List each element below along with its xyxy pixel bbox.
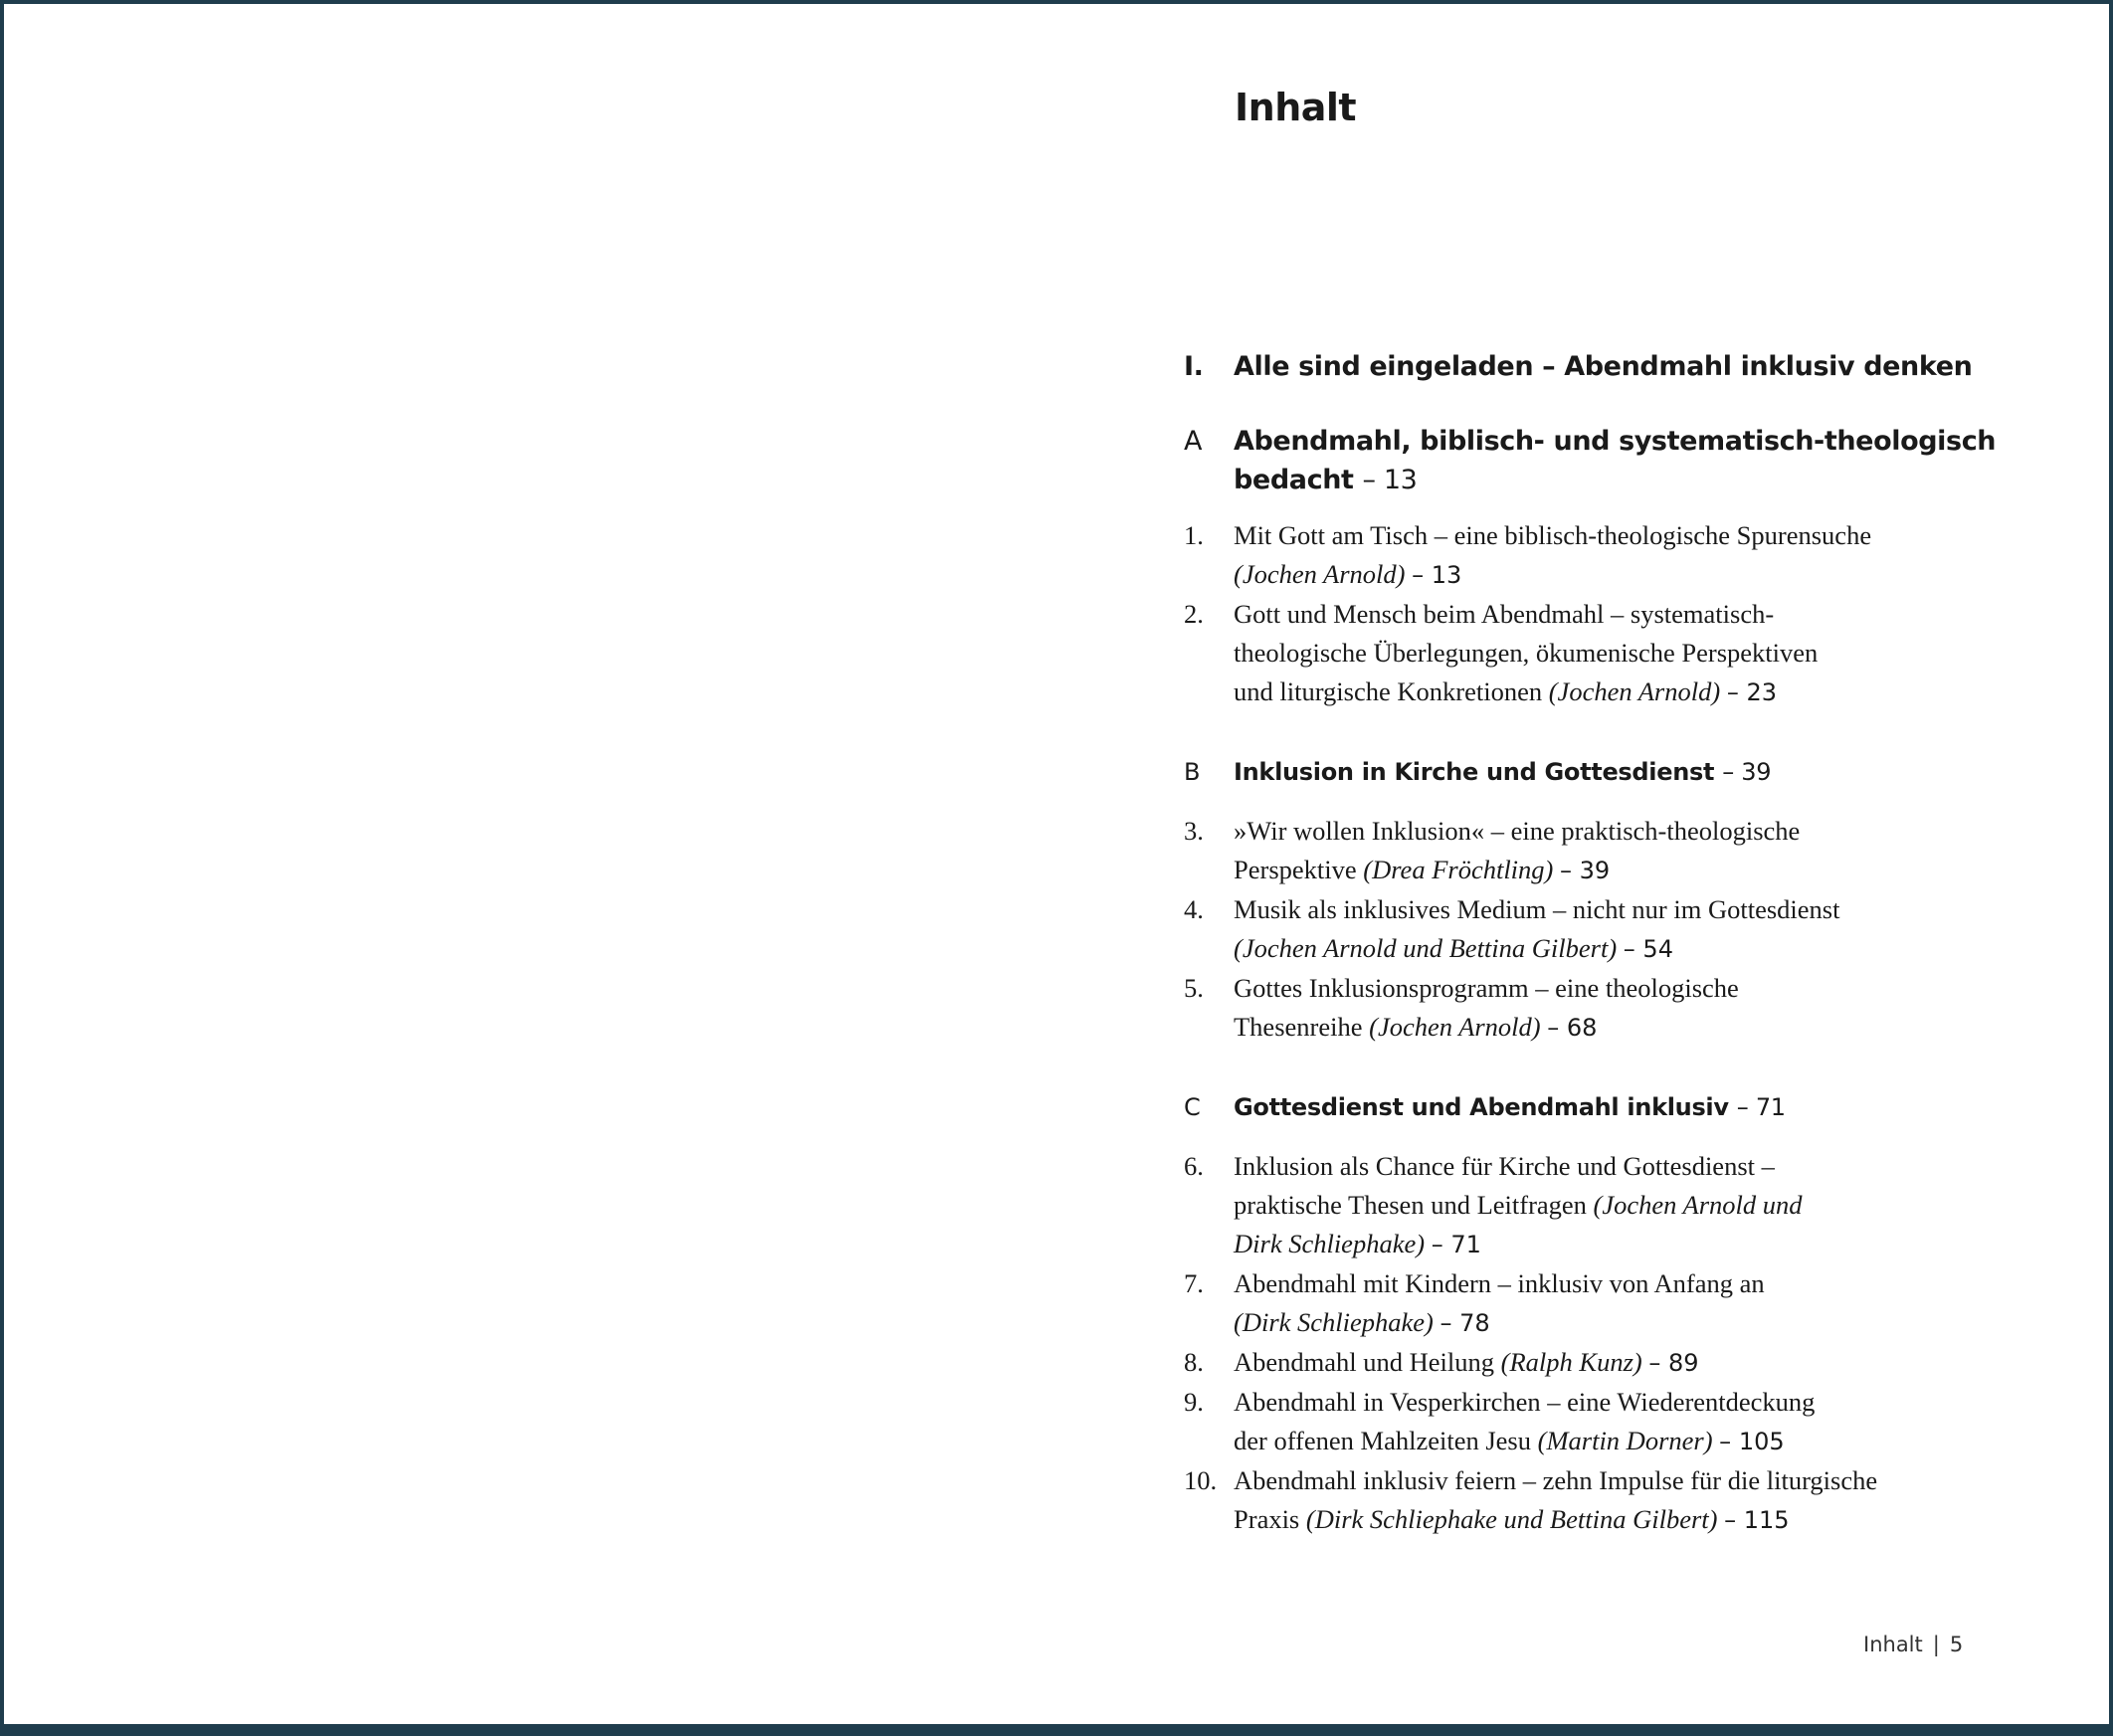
entry-title: Gott und Mensch beim Abendmahl – systematisch- [1234, 599, 1775, 629]
book-page-spread [4, 4, 2109, 1724]
footer-label: Inhalt [1863, 1633, 1923, 1656]
entry-number: 9. [1184, 1387, 1204, 1417]
entry-title: praktische Thesen und Leitfragen [1234, 1190, 1587, 1220]
entry-title: und liturgische Konkretionen [1234, 676, 1543, 706]
toc-entry: 1. Mit Gott am Tisch – eine biblisch-theologische Spurensuche (Jochen Arnold) – 13 [1184, 516, 2000, 595]
toc-entry: 8. Abendmahl und Heilung (Ralph Kunz) – 89 [1184, 1343, 2000, 1383]
section-page: 71 [1755, 1093, 1786, 1121]
entry-number: 4. [1184, 894, 1204, 924]
entry-page: 68 [1566, 1014, 1598, 1042]
entry-page: 115 [1743, 1506, 1790, 1534]
entry-author: (Jochen Arnold und [1593, 1190, 1803, 1220]
entry-title: Praxis [1234, 1504, 1300, 1534]
toc-entry: 10. Abendmahl inklusiv feiern – zehn Impulse für die liturgische Praxis (Dirk Schliephake und Bettina Gilbert) – 115 [1184, 1461, 2000, 1540]
entry-author: (Ralph Kunz) [1500, 1347, 1642, 1377]
entry-title: Mit Gott am Tisch – eine biblisch-theologische Spurensuche [1234, 520, 1872, 550]
footer-separator: | [1932, 1633, 1940, 1656]
page-title: Inhalt [1235, 86, 1357, 129]
entry-author: (Jochen Arnold) [1369, 1012, 1541, 1042]
toc-part-heading [1184, 347, 2000, 387]
entry-title: Musik als inklusives Medium – nicht nur im Gottesdienst [1234, 894, 1840, 924]
page-footer [1863, 1633, 1963, 1656]
entry-title: Abendmahl inklusiv feiern – zehn Impulse für die liturgische [1234, 1465, 1878, 1495]
entry-number: 2. [1184, 599, 1204, 629]
entry-author: (Martin Dorner) [1537, 1426, 1713, 1455]
section-page: 39 [1741, 758, 1772, 786]
entry-page: 105 [1738, 1428, 1785, 1455]
section-page: 13 [1383, 465, 1418, 495]
entry-number: 10. [1184, 1465, 1218, 1495]
entry-title: Abendmahl mit Kindern – inklusiv von Anfang an [1234, 1268, 1765, 1298]
toc-entry: 5. Gottes Inklusionsprogramm – eine theologische Thesenreihe (Jochen Arnold) – 68 [1184, 969, 2000, 1048]
entry-title: Inklusion als Chance für Kirche und Gottesdienst – [1234, 1151, 1775, 1181]
toc-entry: 3. »Wir wollen Inklusion« – eine praktisch-theologische Perspektive (Drea Fröchtling) – 39 [1184, 812, 2000, 890]
entry-author: Dirk Schliephake) [1234, 1229, 1426, 1258]
toc-section-heading-a: A Abendmahl, biblisch- und systematisch-theologisch bedacht – 13 [1184, 422, 2000, 499]
part-number: I. [1184, 351, 1204, 382]
table-of-contents [1184, 347, 2000, 1540]
entry-number: 1. [1184, 520, 1204, 550]
entry-author: (Drea Fröchtling) [1363, 855, 1554, 884]
entry-number: 7. [1184, 1268, 1204, 1298]
entry-page: 78 [1459, 1309, 1490, 1337]
section-title: bedacht [1234, 465, 1354, 495]
toc-entry: 9. Abendmahl in Vesperkirchen – eine Wiederentdeckung der offenen Mahlzeiten Jesu (Martin Dorner) – 105 [1184, 1383, 2000, 1461]
entry-title: theologische Überlegungen, ökumenische Perspektiven [1234, 638, 1819, 668]
entry-author: (Jochen Arnold) [1234, 559, 1406, 589]
entry-title: der offenen Mahlzeiten Jesu [1234, 1426, 1531, 1455]
entry-page: 23 [1746, 678, 1777, 706]
entry-page: 89 [1667, 1349, 1699, 1377]
entry-title: Abendmahl und Heilung [1234, 1347, 1495, 1377]
entry-author: (Dirk Schliephake) [1234, 1307, 1434, 1337]
entry-number: 5. [1184, 973, 1204, 1003]
toc-section-heading-b: B Inklusion in Kirche und Gottesdienst – 39 [1184, 754, 2000, 790]
entry-author: (Jochen Arnold) [1548, 676, 1721, 706]
toc-entry: 6. Inklusion als Chance für Kirche und Gottesdienst – praktische Thesen und Leitfragen (Jochen Arnold und Dirk Schliephake) – 71 [1184, 1147, 2000, 1264]
page-number: 5 [1949, 1633, 1964, 1656]
entry-number: 3. [1184, 816, 1204, 846]
section-letter: B [1184, 758, 1201, 786]
entry-author: (Jochen Arnold und Bettina Gilbert) [1234, 933, 1618, 963]
entry-page: 39 [1579, 857, 1611, 884]
section-letter: A [1184, 426, 1203, 457]
section-title: Gottesdienst und Abendmahl inklusiv [1234, 1093, 1729, 1121]
toc-entry: 4. Musik als inklusives Medium – nicht nur im Gottesdienst (Jochen Arnold und Bettina Gilbert) – 54 [1184, 890, 2000, 969]
entry-page: 13 [1431, 561, 1462, 589]
entry-page: 54 [1642, 935, 1673, 963]
entry-title: »Wir wollen Inklusion« – eine praktisch-theologische [1234, 816, 1801, 846]
entry-title: Perspektive [1234, 855, 1357, 884]
part-title: Alle sind eingeladen – Abendmahl inklusiv denken [1234, 351, 1973, 382]
toc-entry: 7. Abendmahl mit Kindern – inklusiv von Anfang an (Dirk Schliephake) – 78 [1184, 1264, 2000, 1343]
entry-title: Gottes Inklusionsprogramm – eine theologische [1234, 973, 1739, 1003]
section-letter: C [1184, 1093, 1201, 1121]
toc-entry: 2. Gott und Mensch beim Abendmahl – systematisch- theologische Überlegungen, ökumenische Perspektiven und liturgische Konkretionen (Jochen Arnold) – 23 [1184, 595, 2000, 712]
entry-author: (Dirk Schliephake und Bettina Gilbert) [1305, 1504, 1718, 1534]
toc-section-heading-c: C Gottesdienst und Abendmahl inklusiv – 71 [1184, 1089, 2000, 1125]
entry-page: 71 [1450, 1231, 1481, 1258]
entry-number: 8. [1184, 1347, 1204, 1377]
section-title: Abendmahl, biblisch- und systematisch-theologisch [1234, 426, 1997, 457]
section-title: Inklusion in Kirche und Gottesdienst [1234, 758, 1715, 786]
entry-number: 6. [1184, 1151, 1204, 1181]
entry-title: Abendmahl in Vesperkirchen – eine Wiederentdeckung [1234, 1387, 1816, 1417]
entry-title: Thesenreihe [1234, 1012, 1363, 1042]
